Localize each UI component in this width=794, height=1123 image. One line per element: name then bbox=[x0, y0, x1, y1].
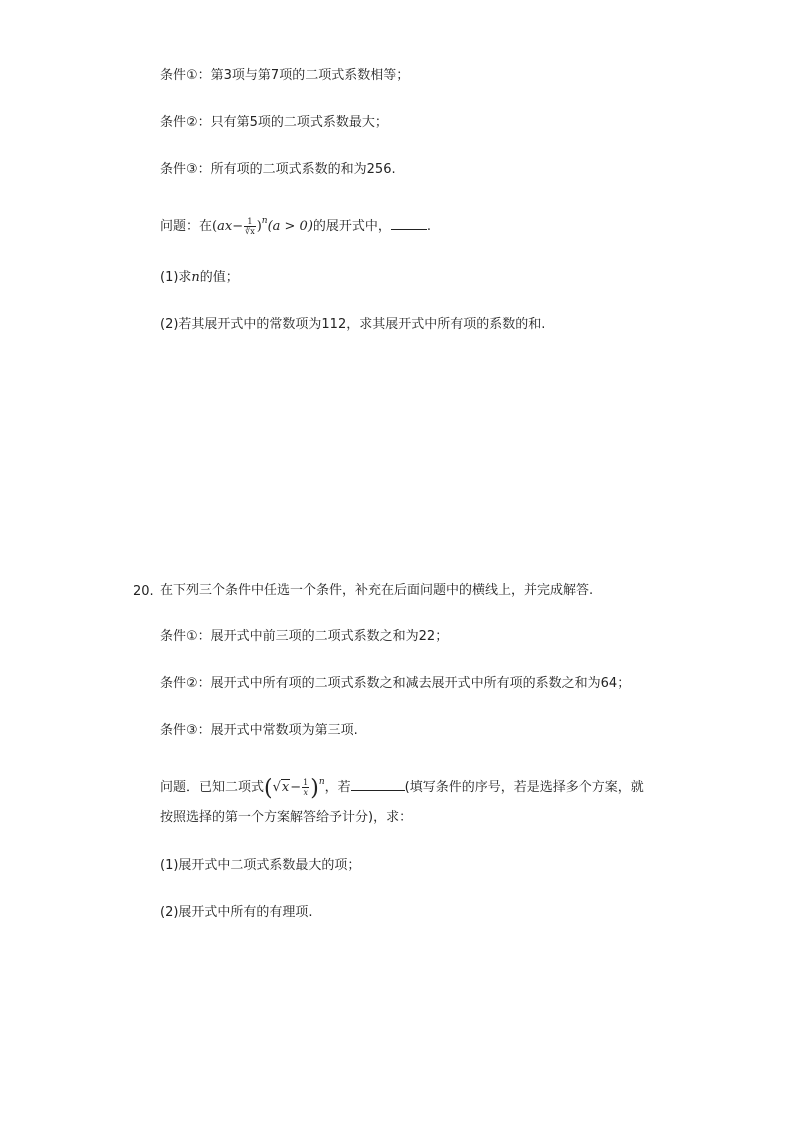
q19-fraction: $\frac{1}{∛x}$ bbox=[245, 217, 255, 236]
q20-intro: 在下列三个条件中任选一个条件，补充在后面问题中的横线上，并完成解答. bbox=[160, 583, 594, 598]
q19-part-1: (1)求n的值； bbox=[160, 270, 239, 285]
q19-condition-1: 条件①：第3项与第7项的二项式系数相等； bbox=[160, 68, 410, 83]
q19-condition-3: 条件③：所有项的二项式系数的和为256. bbox=[160, 162, 396, 177]
q20-binomial-expression: (√x− $\frac{1}{x}$ )$^n$ bbox=[264, 776, 325, 801]
q20-fraction: $\frac{1}{x}$ bbox=[303, 778, 309, 797]
q19-problem: 问题：在(ax− $\frac{1}{∛x}$ )$^n$(a > 0)的展开式中， . bbox=[160, 216, 432, 236]
q20-condition-3: 条件③：展开式中常数项为第三项. bbox=[160, 723, 358, 738]
q20-number: 20. bbox=[133, 584, 154, 599]
q20-condition-2: 条件②：展开式中所有项的二项式系数之和减去展开式中所有项的系数之和为64； bbox=[160, 676, 631, 691]
q19-problem-prefix: 问题：在 bbox=[160, 219, 213, 234]
q20-part-2: (2)展开式中所有的有理项. bbox=[160, 905, 313, 920]
q19-part-2: (2)若其展开式中的常数项为112，求其展开式中所有项的系数的和. bbox=[160, 317, 546, 332]
q19-answer-blank[interactable] bbox=[391, 215, 427, 230]
q20-condition-1: 条件①：展开式中前三项的二项式系数之和为22； bbox=[160, 629, 449, 644]
q19-problem-suffix: 的展开式中， bbox=[312, 219, 391, 234]
q20-problem: 问题．已知二项式(√x− $\frac{1}{x}$ )$^n$，若 (填写条件的序号，若是选择多个方案，就 bbox=[160, 776, 644, 801]
q20-part-1: (1)展开式中二项式系数最大的项； bbox=[160, 858, 361, 873]
q20-problem-line-2: 按照选择的第一个方案解答给予计分)，求： bbox=[160, 810, 413, 825]
q19-problem-expression: (ax− $\frac{1}{∛x}$ )$^n$(a > 0) bbox=[212, 216, 313, 236]
q20-answer-blank[interactable] bbox=[351, 776, 405, 791]
q19-condition-2: 条件②：只有第5项的二项式系数最大； bbox=[160, 115, 388, 130]
